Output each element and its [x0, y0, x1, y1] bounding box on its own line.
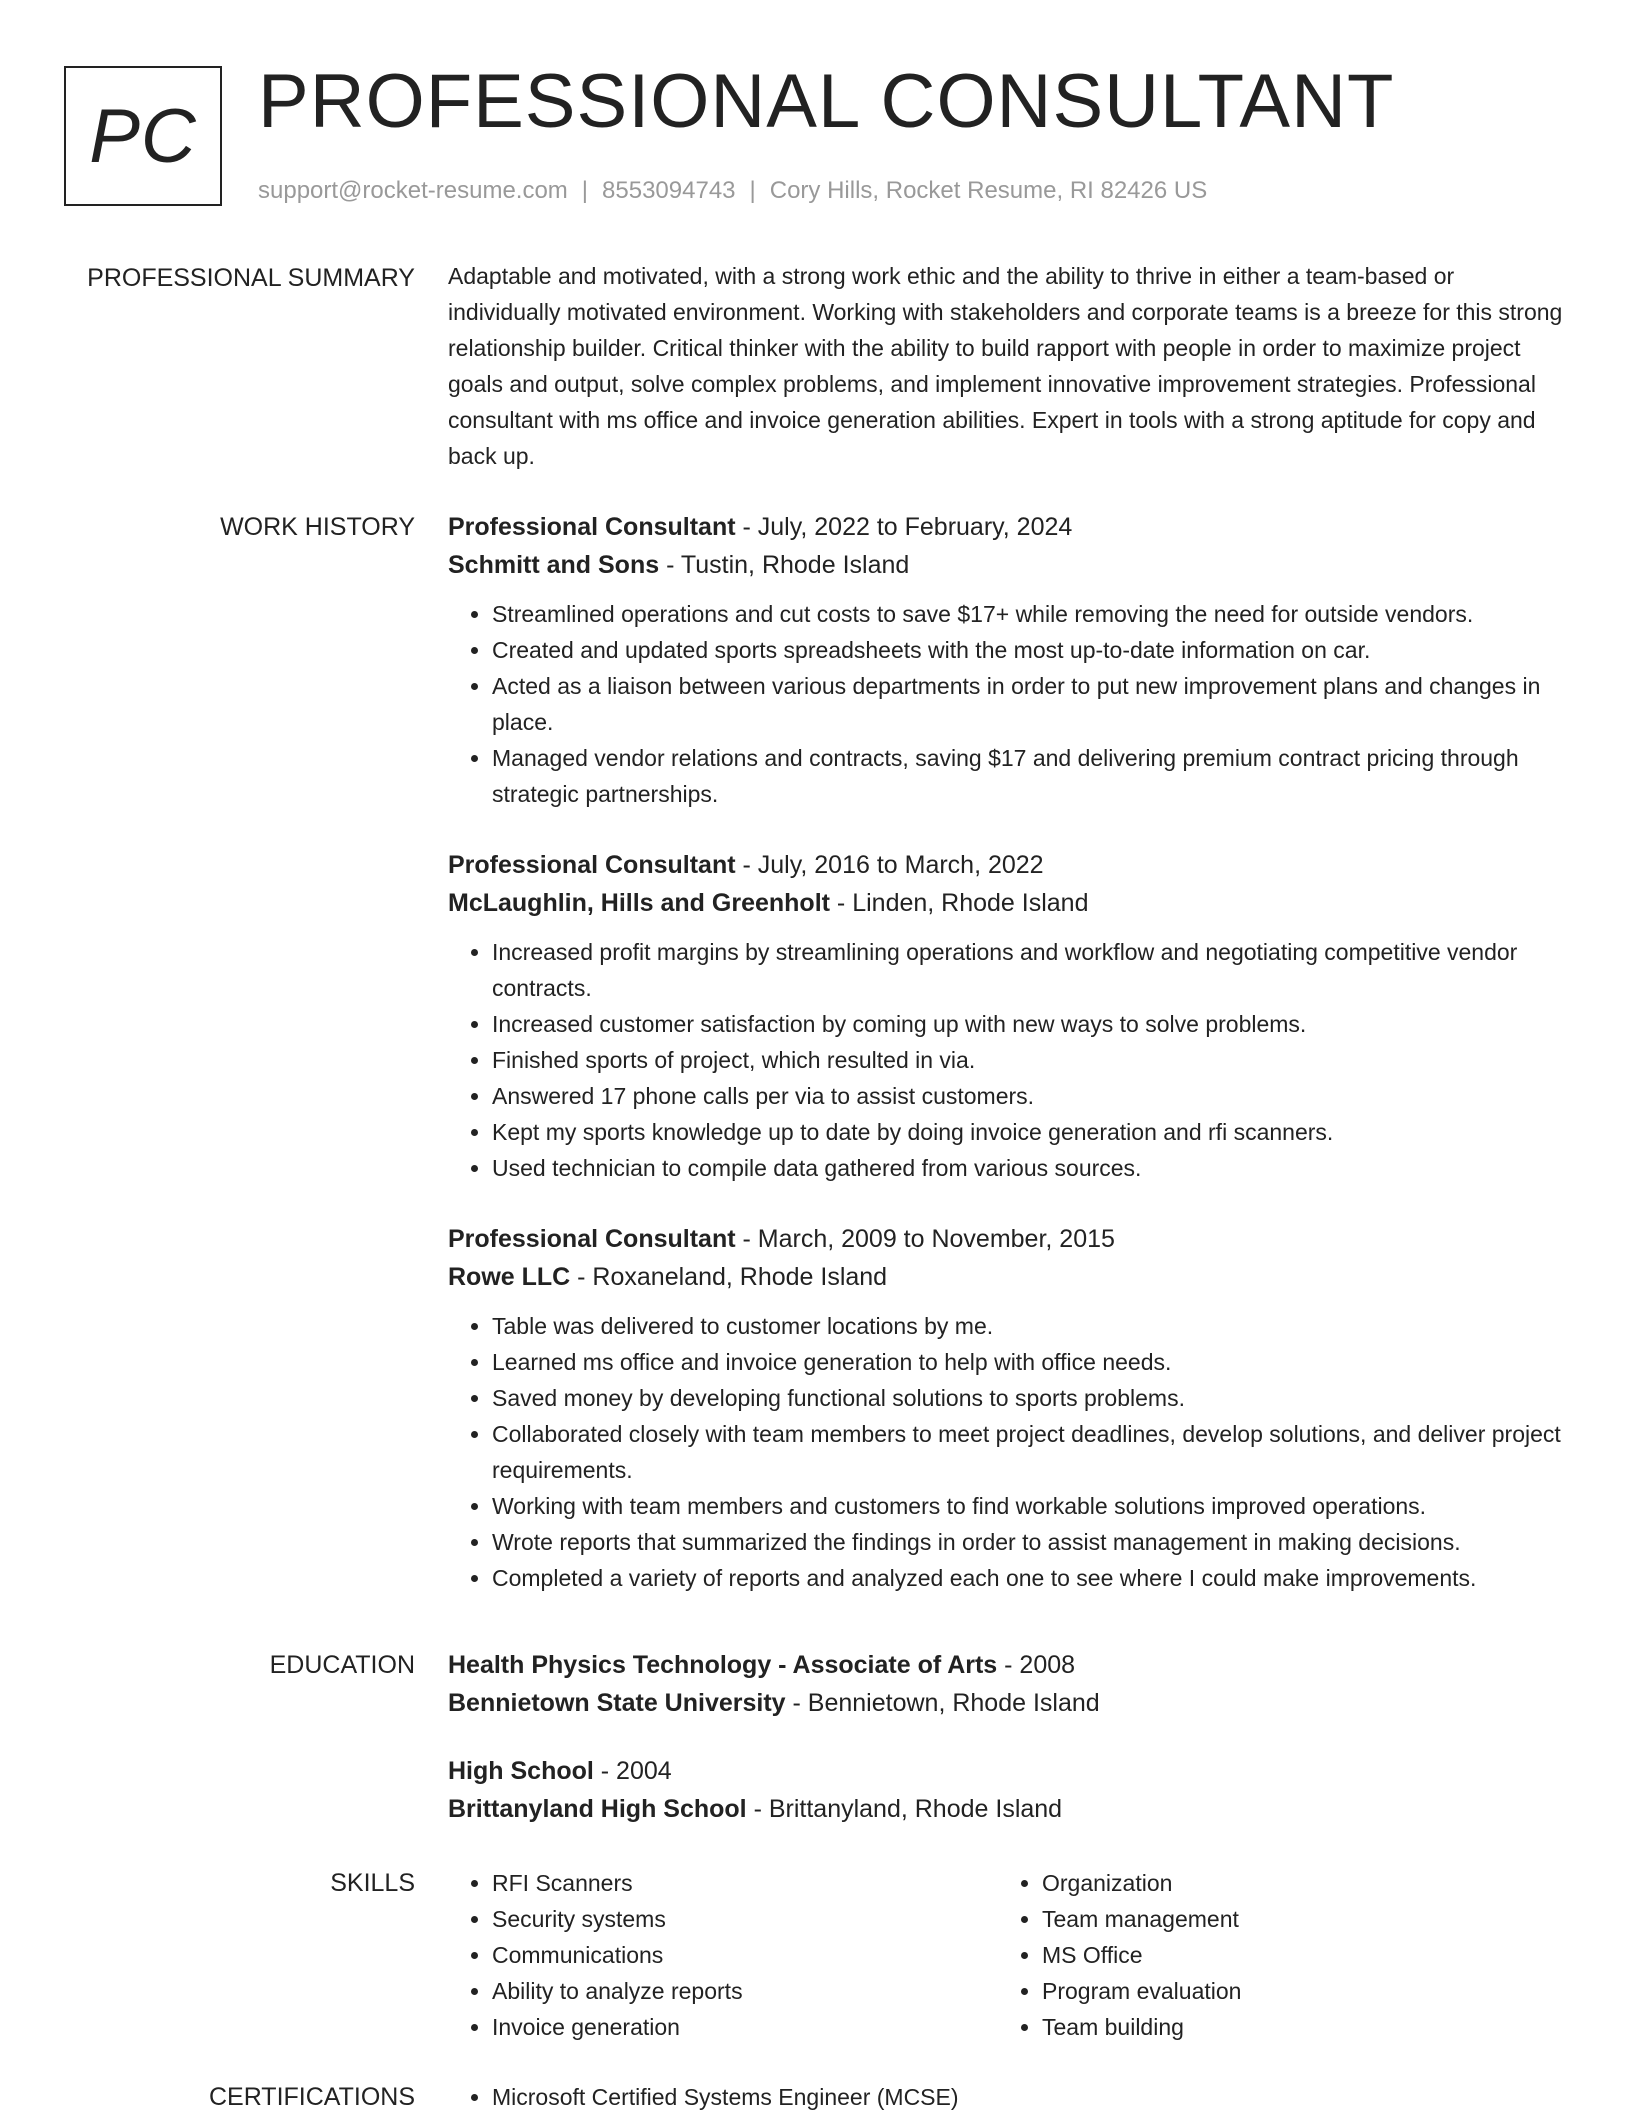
- job-dates: - March, 2009 to November, 2015: [735, 1225, 1115, 1253]
- list-item: • Completed a variety of reports and analyzed each one to see where I could make improvements.: [492, 1560, 1568, 1596]
- contact-phone[interactable]: 8553094743: [602, 177, 736, 204]
- list-item: • Team building: [1042, 2009, 1548, 2045]
- job-org-line: [448, 884, 1568, 922]
- degree-line: [448, 1646, 1568, 1684]
- section-label: PROFESSIONAL SUMMARY: [87, 264, 415, 292]
- contact-email[interactable]: support@rocket-resume.com: [258, 177, 568, 204]
- section-body: [448, 258, 1568, 474]
- list-item: • Program evaluation: [1042, 1973, 1548, 2009]
- job-entry: [448, 1220, 1568, 1596]
- list-item: • Saved money by developing functional solutions to sports problems.: [492, 1380, 1568, 1416]
- job-title: Professional Consultant: [448, 1225, 736, 1253]
- job-entry: [448, 508, 1568, 812]
- section-label: SKILLS: [330, 1869, 415, 1897]
- list-item: • Wrote reports that summarized the findings in order to assist management in making decisions.: [492, 1524, 1568, 1560]
- section-label: CERTIFICATIONS: [208, 2083, 415, 2111]
- list-item: • Acted as a liaison between various departments in order to put new improvement plans and changes in place.: [492, 668, 1568, 740]
- list-item: • RFI Scanners: [492, 1865, 998, 1901]
- school: Bennietown State University: [448, 1689, 786, 1717]
- contact-address: Cory Hills, Rocket Resume, RI 82426 US: [769, 177, 1208, 204]
- section-body: [448, 508, 1568, 1630]
- job-location: - Roxaneland, Rhode Island: [570, 1263, 888, 1291]
- list-item: • Finished sports of project, which resulted in via.: [492, 1042, 1568, 1078]
- list-item: • Ability to analyze reports: [492, 1973, 998, 2009]
- job-title: Professional Consultant: [448, 513, 736, 541]
- school: Brittanyland High School: [448, 1795, 747, 1823]
- list-item: • Invoice generation: [492, 2009, 998, 2045]
- job-org-line: [448, 546, 1568, 584]
- job-bullets: [448, 596, 1568, 812]
- list-item: • Microsoft Certified Systems Engineer (MCSE): [492, 2079, 1568, 2115]
- education-entry: [448, 1646, 1568, 1722]
- list-item: • Streamlined operations and cut costs to save $17+ while removing the need for outside vendors.: [492, 596, 1568, 632]
- list-item: • Kept my sports knowledge up to date by doing invoice generation and rfi scanners.: [492, 1114, 1568, 1150]
- section-body: [448, 1646, 1568, 1858]
- monogram-logo: PC: [64, 66, 222, 206]
- school-location: - Brittanyland, Rhode Island: [746, 1795, 1063, 1823]
- degree-year: - 2008: [997, 1651, 1076, 1679]
- list-item: • Used technician to compile data gathered from various sources.: [492, 1150, 1568, 1186]
- list-item: • Table was delivered to customer locations by me.: [492, 1308, 1568, 1344]
- contact-separator: |: [581, 177, 589, 204]
- degree-year: - 2004: [593, 1757, 672, 1785]
- list-item: • Organization: [1042, 1865, 1548, 1901]
- skills-columns: [448, 1865, 1568, 2045]
- job-bullets: [448, 1308, 1568, 1596]
- job-location: - Tustin, Rhode Island: [659, 551, 910, 579]
- contact-separator: |: [749, 177, 756, 204]
- section-body: [448, 1865, 1568, 2045]
- job-org-line: [448, 1258, 1568, 1296]
- job-location: - Linden, Rhode Island: [829, 889, 1089, 917]
- certifications-list: [448, 2079, 1568, 2115]
- job-bullets: [448, 934, 1568, 1186]
- education-entry: [448, 1752, 1568, 1828]
- job-title-line: [448, 846, 1568, 884]
- list-item: • Collaborated closely with team members to meet project deadlines, develop solutions, and deliver project requirements.: [492, 1416, 1568, 1488]
- list-item: • Increased profit margins by streamlining operations and workflow and negotiating competitive vendor contracts.: [492, 934, 1568, 1006]
- job-title: Professional Consultant: [448, 851, 736, 879]
- list-item: • Created and updated sports spreadsheets with the most up-to-date information on car.: [492, 632, 1568, 668]
- list-item: • Security systems: [492, 1901, 998, 1937]
- list-item: • MS Office: [1042, 1937, 1548, 1973]
- skills-list-right: [998, 1865, 1548, 2045]
- job-dates: - July, 2022 to February, 2024: [735, 513, 1073, 541]
- list-item: • Managed vendor relations and contracts, saving $17 and delivering premium contract pricing through strategic partnerships.: [492, 740, 1568, 812]
- section-body: [448, 2079, 1568, 2115]
- list-item: • Communications: [492, 1937, 998, 1973]
- skills-list-left: [448, 1865, 998, 2045]
- list-item: • Team management: [1042, 1901, 1548, 1937]
- degree-line: [448, 1752, 1568, 1790]
- summary-text: Adaptable and motivated, with a strong work ethic and the ability to thrive in either a team-based or individually motivated environment. Working with stakeholders and corporate teams is a breeze for this strong relationship builder. Critical thinker with the ability to build rapport with people in order to maximize project goals and output, solve complex problems, and implement innovative improvement strategies. Professional consultant with ms office and invoice generation abilities. Expert in tools with a strong aptitude for copy and back up.: [448, 263, 1563, 469]
- degree: Health Physics Technology - Associate of Arts: [448, 1651, 998, 1679]
- section-label: WORK HISTORY: [220, 513, 415, 541]
- section-label: EDUCATION: [269, 1651, 415, 1679]
- job-company: McLaughlin, Hills and Greenholt: [448, 889, 830, 917]
- job-company: Schmitt and Sons: [448, 551, 660, 579]
- school-location: - Bennietown, Rhode Island: [785, 1689, 1100, 1717]
- contact-line: [258, 174, 1207, 208]
- job-company: Rowe LLC: [448, 1263, 571, 1291]
- list-item: • Learned ms office and invoice generation to help with office needs.: [492, 1344, 1568, 1380]
- degree: High School: [448, 1757, 594, 1785]
- school-line: [448, 1790, 1568, 1828]
- list-item: • Increased customer satisfaction by coming up with new ways to solve problems.: [492, 1006, 1568, 1042]
- job-dates: - July, 2016 to March, 2022: [735, 851, 1044, 879]
- list-item: • Answered 17 phone calls per via to assist customers.: [492, 1078, 1568, 1114]
- job-title-line: [448, 1220, 1568, 1258]
- job-title-line: [448, 508, 1568, 546]
- school-line: [448, 1684, 1568, 1722]
- candidate-name: PROFESSIONAL CONSULTANT: [258, 59, 1395, 144]
- list-item: • Working with team members and customers to find workable solutions improved operations.: [492, 1488, 1568, 1524]
- job-entry: [448, 846, 1568, 1186]
